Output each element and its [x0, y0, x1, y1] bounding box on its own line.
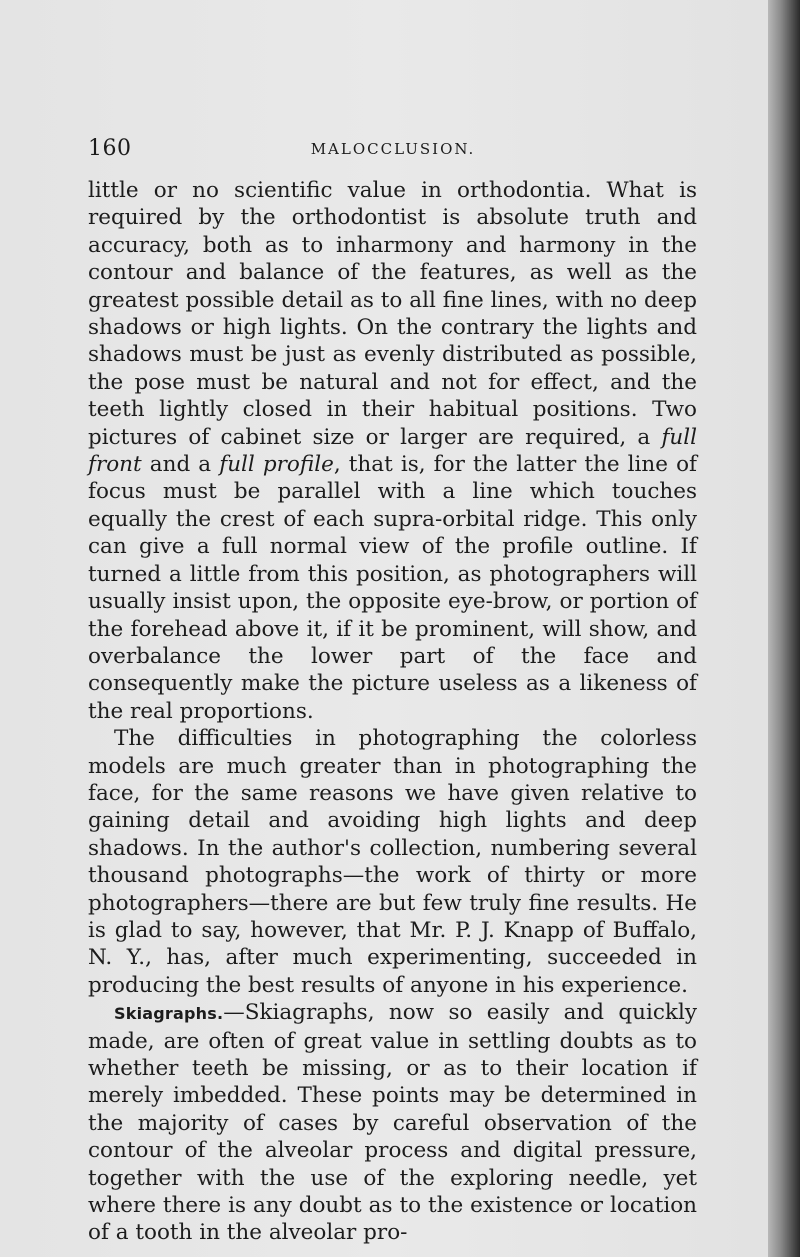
- paragraph-skiagraphs: [88, 999, 697, 1247]
- page-number: 160: [88, 136, 132, 161]
- page-header: [88, 136, 698, 166]
- italic-term-full-front: full front: [88, 424, 697, 478]
- section-heading-skiagraphs: Skiagraphs.: [114, 1004, 224, 1024]
- book-spine-shadow: [768, 0, 800, 1257]
- italic-term-full-profile: full profile: [219, 452, 334, 478]
- paragraph-text: —Skiagraphs, now so easily and quickly made, are often of great value in settling doubts as to whether teeth be missing, or as to their location if merely imbedded. These points may be determined in the majority of cases by careful observation of the contour of the alveolar process and digital pressure, together with the use of the exploring needle, yet where there is any doubt as to the existence or location of a tooth in the alveolar pro-: [88, 1000, 697, 1246]
- paragraph-text: little or no scientific value in orthodontia. What is required by the orthodontist is absolute truth and accuracy, both as to inharmony and harmony in the contour and balance of the features, as well as the greatest possible detail as to all fine lines, with no deep shadows or high lights. On the contrary the lights and shadows must be just as evenly distributed as possible, the pose must be natural and not for effect, and the teeth lightly closed in their habitual positions. Two pictures of cabinet size or larger are required, a: [88, 178, 697, 450]
- running-head: MALOCCLUSION.: [310, 140, 476, 158]
- paragraph-text: and a: [141, 452, 220, 478]
- paragraph-text: , that is, for the latter the line of focus must be parallel with a line which touches equally the crest of each supra-orbital ridge. This only can give a full normal view of the profile outline. If turned a little from this position, as photographers will usually insist upon, the opposite eye-brow, or portion of the forehead above it, if it be prominent, will show, and overbalance the lower part of the face and consequently make the picture useless as a likeness of the real proportions.: [88, 452, 697, 724]
- body-text: [88, 177, 697, 1247]
- paragraph-photographing-models: The difficulties in photographing the colorless models are much greater than in photographing the face, for the same reasons we have given relative to gaining detail and avoiding high lights and deep shadows. In the author's collection, numbering several thousand photographs—the work of thirty or more photographers—there are but few truly fine results. He is glad to say, however, that Mr. P. J. Knapp of Buffalo, N. Y., has, after much experimenting, succeeded in producing the best results of anyone in his experience.: [88, 726, 697, 998]
- paragraph-continued: [88, 177, 697, 725]
